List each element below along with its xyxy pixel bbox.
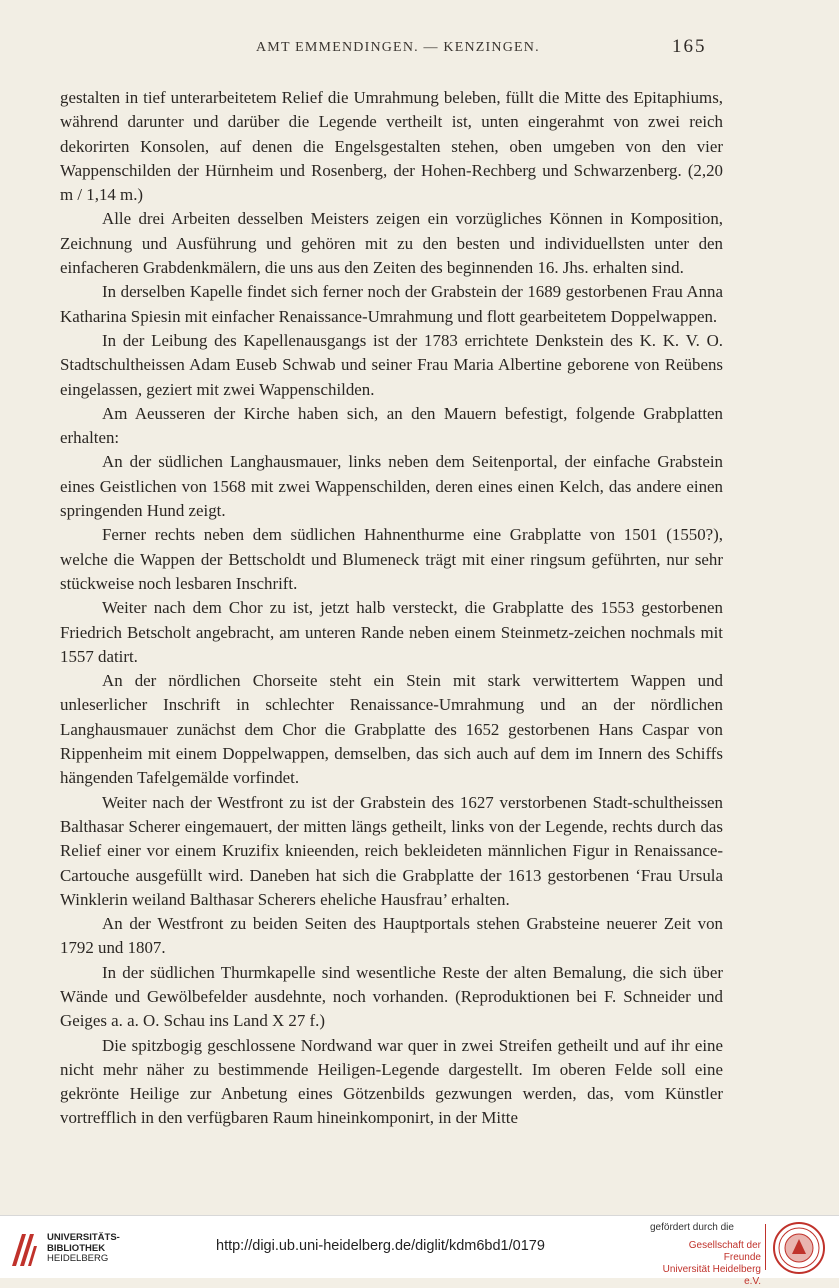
permalink-url[interactable]: http://digi.ub.uni-heidelberg.de/diglit/kdm6bd1/0179 xyxy=(216,1238,545,1254)
sponsor-line-2: Universität Heidelberg e.V. xyxy=(662,1264,761,1287)
paragraph-6: An der südlichen Langhausmauer, links neben dem Seitenportal, der einfache Grabstein eines Geistlichen von 1568 mit zwei Wappenschilden, deren eines einen Kelch, das andere einen springenden Hund zeigt. xyxy=(60,452,723,521)
paragraph-2: Alle drei Arbeiten desselben Meisters zeigen ein vorzügliches Können in Komposition, Zeichnung und Ausführung und gehören mit zu den besten und individuellsten unter den einfacheren Grabdenkmälern, die uns aus den Zeiten des beginnenden 16. Jhs. erhalten sind. xyxy=(60,209,723,278)
sponsor-label: gefördert durch die xyxy=(650,1222,734,1233)
library-line-3: HEIDELBERG xyxy=(47,1253,109,1264)
paragraph-7: Ferner rechts neben dem südlichen Hahnenthurme eine Grabplatte von 1501 (1550?), welche die Wappen der Bettscholdt und Blumeneck trägt mit einer ringsum geführten, nur sehr stückweise noch lesbaren Inschrift. xyxy=(60,525,723,593)
university-library-logo-icon[interactable] xyxy=(8,1230,40,1270)
paragraph-5: Am Aeusseren der Kirche haben sich, an den Mauern befestigt, folgende Grabplatten erhalten: xyxy=(60,403,723,448)
paragraph-10: Weiter nach der Westfront zu ist der Grabstein des 1627 verstorbenen Stadt-schultheissen Balthasar Scherer eingemauert, der mitten längs getheilt, links von der Legende, rechts durch das Relief einer vor einem Kruzifix knieenden, reich bekleideten männlichen Figur in Renaissance-Cartouche ausgefüllt wird. Daneben hat sich die Grabplatte der 1613 gestorbenen ‘Frau Ursula Winklerin weiland Balthasar Scherers eheliche Hausfrau’ erhalten. xyxy=(60,792,723,909)
sponsor-line-1: Gesellschaft der Freunde xyxy=(688,1240,761,1263)
paragraph-3: In derselben Kapelle findet sich ferner noch der Grabstein der 1689 gestorbenen Frau Anna Katharina Spiesin mit einfacher Renaissance-Umrahmung und flott gearbeitetem Doppelwappen. xyxy=(60,282,723,326)
library-name xyxy=(47,1233,120,1265)
paragraph-9: An der nördlichen Chorseite steht ein Stein mit stark verwittertem Wappen und unleserlicher Inschrift in schlechter Renaissance-Umrahmung und an der nördlichen Langhausmauer zunächst dem Chor die Grabplatte des 1652 gestorbenen Hans Caspar von Rippenheim mit einem Doppelwappen, demselben, das sich auch auf dem im Innern des Schiffs hängenden Tafelgemälde vorfindet. xyxy=(60,671,723,788)
paragraph-13: Die spitzbogig geschlossene Nordwand war quer in zwei Streifen getheilt und auf ihr eine nicht mehr näher zu bestimmende Heiligen-Legende dargestellt. Im oberen Felde soll eine gekrönte Heilige zur Anbetung eines Götzenbilds gezwungen werden, das, vom Künstler vortrefflich in den verfügbaren Raum hineinkomponirt, in der Mitte xyxy=(60,1035,723,1128)
paragraph-1: gestalten in tief unterarbeitetem Relief die Umrahmung beleben, füllt die Mitte des Epitaphiums, während darunter und darüber die Legende vertheilt ist, unten eingerahmt von zwei reich dekorirten Konsolen, auf denen die Engelsgestalten stehen, oben umgeben von den vier Wappenschilden der Hürnheim und Rosenberg, der Hohen-Rechberg und Schwarzenberg. (2,20 m / 1,14 m.) xyxy=(60,88,723,205)
paragraph-12: In der südlichen Thurmkapelle sind wesentliche Reste der alten Bemalung, die sich über Wände und Gewölbefelder ausdehnte, noch vorhanden. (Reproduktionen bei F. Schneider und Geiges a. a. O. Schau ins Land X 27 f.) xyxy=(60,962,723,1031)
page-header xyxy=(0,38,839,62)
paragraph-11: An der Westfront zu beiden Seiten des Hauptportals stehen Grabsteine neuerer Zeit von 1792 und 1807. xyxy=(60,914,723,958)
body-text xyxy=(60,86,723,1131)
university-seal-icon xyxy=(772,1221,826,1275)
paragraph-8: Weiter nach dem Chor zu ist, jetzt halb versteckt, die Grabplatte des 1553 gestorbenen Friedrich Betscholt angebracht, am unteren Rande neben einem Steinmetz-zeichen nochmals mit 1557 datirt. xyxy=(60,598,723,666)
footer-bar xyxy=(0,1215,839,1287)
library-line-1: UNIVERSITÄTS- xyxy=(47,1232,120,1243)
sponsor-name[interactable] xyxy=(653,1240,761,1288)
paragraph-4: In der Leibung des Kapellenausgangs ist der 1783 errichtete Denkstein des K. K. V. O. Stadtschultheissen Adam Euseb Schwab und seiner Frau Maria Albertine geborene von Reübens eingelassen, geziert mit zwei Wappenschilden. xyxy=(60,330,723,399)
page-number: 165 xyxy=(672,36,707,57)
footer-divider xyxy=(765,1224,766,1270)
library-line-2: BIBLIOTHEK xyxy=(47,1242,106,1254)
running-head: AMT EMMENDINGEN. — KENZINGEN. xyxy=(256,40,540,55)
